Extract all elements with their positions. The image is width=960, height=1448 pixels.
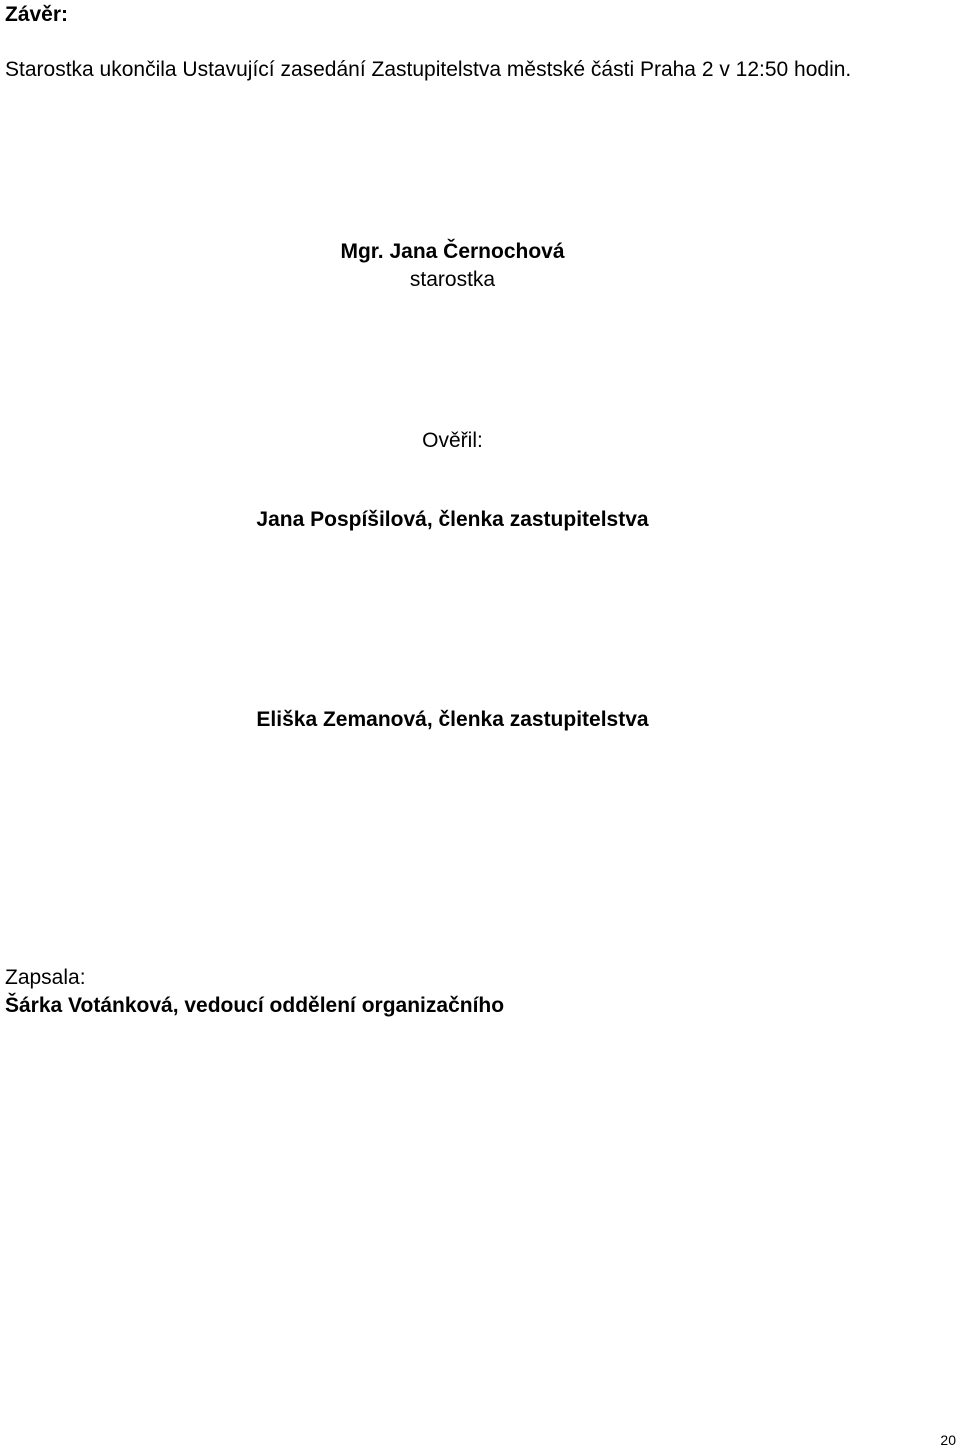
conclusion-text: Starostka ukončila Ustavující zasedání Zastupitelstva městské části Praha 2 v 12:50 hodin. [5,58,852,81]
page-number: 20 [940,1432,956,1448]
recorded-by-name: Šárka Votánková, vedoucí oddělení organizačního [5,994,505,1017]
verified-label: Ověřil: [422,429,483,452]
verifier-1: Jana Pospíšilová, členka zastupitelstva [256,508,649,531]
mayor-role: starostka [409,268,496,291]
conclusion-heading: Závěr: [5,3,69,26]
recorded-by-label: Zapsala: [5,966,86,989]
mayor-name: Mgr. Jana Černochová [340,240,565,263]
verifier-2: Eliška Zemanová, členka zastupitelstva [256,708,649,731]
